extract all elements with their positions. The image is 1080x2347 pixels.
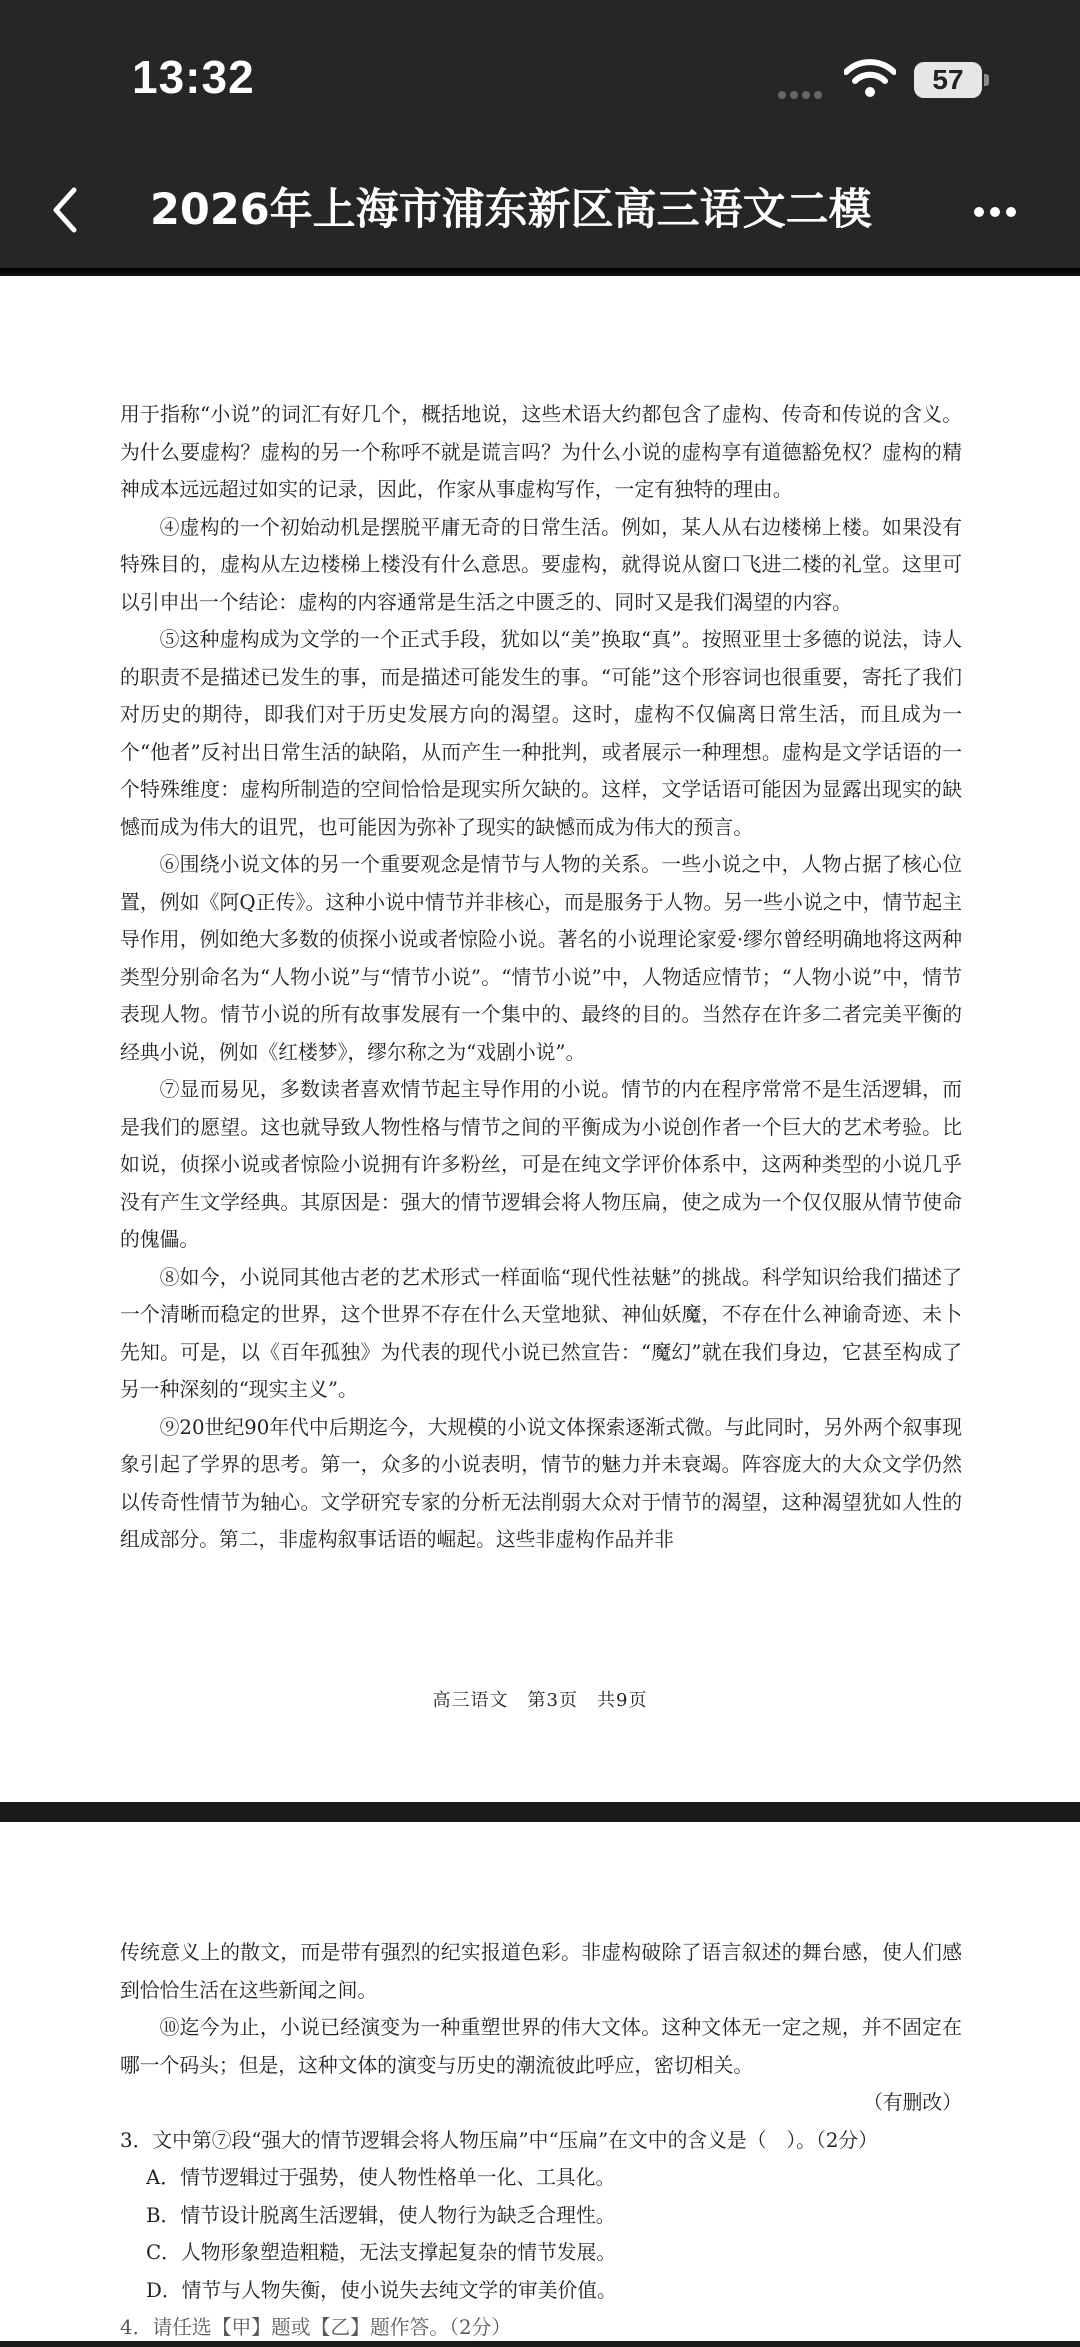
option-c: C．人物形象塑造粗糙，无法支撑起复杂的情节发展。 <box>146 2241 617 2264</box>
paragraph: ⑤这种虚构成为文学的一个正式手段，犹如以“美”换取“真”。按照亚里士多德的说法，诗人的职责不是描述已发生的事，而是描述可能发生的事。“可能”这个形容词也很重要，寄托了我们对历史的期待，即我们对于历史发展方向的渴望。这时，虚构不仅偏离日常生活，而且成为一个“他者”反衬出日常生活的缺陷，从而产生一种批判，或者展示一种理想。虚构是文学话语的一个特殊维度：虚构所制造的空间恰恰是现实所欠缺的。这样，文学话语可能因为显露出现实的缺憾而成为伟大的诅咒，也可能因为弥补了现实的缺憾而成为伟大的预言。 <box>120 628 962 839</box>
paragraph: ⑥围绕小说文体的另一个重要观念是情节与人物的关系。一些小说之中，人物占据了核心位置，例如《阿Q正传》。这种小说中情节并非核心，而是服务于人物。另一些小说之中，情节起主导作用，例如绝大多数的侦探小说或者惊险小说。著名的小说理论家爱·缪尔曾经明确地将这两种类型分别命名为“人物小说”与“情节小说”。“情节小说”中，人物适应情节；“人物小说”中，情节表现人物。情节小说的所有故事发展有一个集中的、最终的目的。当然存在许多二者完美平衡的经典小说，例如《红楼梦》，缪尔称之为“戏剧小说”。 <box>120 853 962 1064</box>
status-time: 13:32 <box>132 51 255 103</box>
paragraph: ④虚构的一个初始动机是摆脱平庸无奇的日常生活。例如，某人从右边楼梯上楼。如果没有特殊目的，虚构从左边楼梯上楼没有什么意思。要虚构，就得说从窗口飞进二楼的礼堂。这里可以引申出一个结论：虚构的内容通常是生活之中匮乏的、同时又是我们渴望的内容。 <box>120 515 962 614</box>
nav-bar <box>0 150 1080 268</box>
source-note: （有删改） <box>863 2091 962 2114</box>
paragraph: ⑧如今，小说同其他古老的艺术形式一样面临“现代性祛魅”的挑战。科学知识给我们描述了一个清晰而稳定的世界，这个世界不存在什么天堂地狱、神仙妖魔，不存在什么神谕奇迹、未卜先知。可是，以《百年孤独》为代表的现代小说已然宣告：“魔幻”就在我们身边，它甚至构成了另一种深刻的“现实主义”。 <box>120 1265 962 1401</box>
document-page <box>0 276 1080 1802</box>
paragraph: ⑨20世纪90年代中后期迄今，大规模的小说文体探索逐渐式微。与此同时，另外两个叙事现象引起了学界的思考。第一，众多的小说表明，情节的魅力并未衰竭。阵容庞大的大众文学仍然以传奇性情节为轴心。文学研究专家的分析无法削弱大众对于情节的渴望，这种渴望犹如人性的组成部分。第二，非虚构叙事话语的崛起。这些非虚构作品并非 <box>120 1415 962 1551</box>
question: 4．请任选【甲】题或【乙】题作答。（2分） <box>120 2316 512 2339</box>
status-bar <box>0 0 1080 150</box>
paragraph: ⑩迄今为止，小说已经演变为一种重塑世界的伟大文体。这种文体无一定之规，并不固定在哪一个码头；但是，这种文体的演变与历史的潮流彼此呼应，密切相关。 <box>120 2016 962 2077</box>
option-d: D．情节与人物失衡，使小说失去纯文学的审美价值。 <box>146 2278 617 2302</box>
battery-cap <box>984 74 989 86</box>
question: 3．文中第⑦段“强大的情节逻辑会将人物压扁”中“压扁”在文中的含义是（ ）。（2分） <box>120 2128 878 2152</box>
back-icon[interactable] <box>46 180 86 240</box>
paragraph: ⑦显而易见，多数读者喜欢情节起主导作用的小说。情节的内在程序常常不是生活逻辑，而是我们的愿望。这也就导致人物性格与情节之间的平衡成为小说创作者一个巨大的艺术考验。比如说，侦探小说或者惊险小说拥有许多粉丝，可是在纯文学评价体系中，这两种类型的小说几乎没有产生文学经典。其原因是：强大的情节逻辑会将人物压扁，使之成为一个仅仅服从情节使命的傀儡。 <box>120 1078 962 1251</box>
page-body <box>120 1934 962 2347</box>
wifi-icon <box>844 58 896 98</box>
battery-icon: 57 <box>914 62 982 98</box>
document-page <box>0 1822 1080 2341</box>
option-b: B．情节设计脱离生活逻辑，使人物行为缺乏合理性。 <box>146 2203 616 2227</box>
paragraph: 用于指称“小说”的词汇有好几个，概括地说，这些术语大约都包含了虚构、传奇和传说的含义。为什么要虚构？虚构的另一个称呼不就是谎言吗？为什么小说的虚构享有道德豁免权？虚构的精神成本远远超过如实的记录，因此，作家从事虚构写作，一定有独特的理由。 <box>120 403 962 501</box>
cellular-signal-icon <box>778 84 826 94</box>
page-body <box>120 396 962 1559</box>
more-options-icon[interactable] <box>974 202 1034 216</box>
option-a: A．情节逻辑过于强势，使人物性格单一化、工具化。 <box>146 2166 616 2189</box>
page-footer: 高三语文 第3页 共9页 <box>432 1690 648 1711</box>
page-title: 2026年上海市浦东新区高三语文二模 <box>150 185 872 235</box>
paragraph: 传统意义上的散文，而是带有强烈的纪实报道色彩。非虚构破除了语言叙述的舞台感，使人们感到恰恰生活在这些新闻之间。 <box>120 1941 962 2002</box>
